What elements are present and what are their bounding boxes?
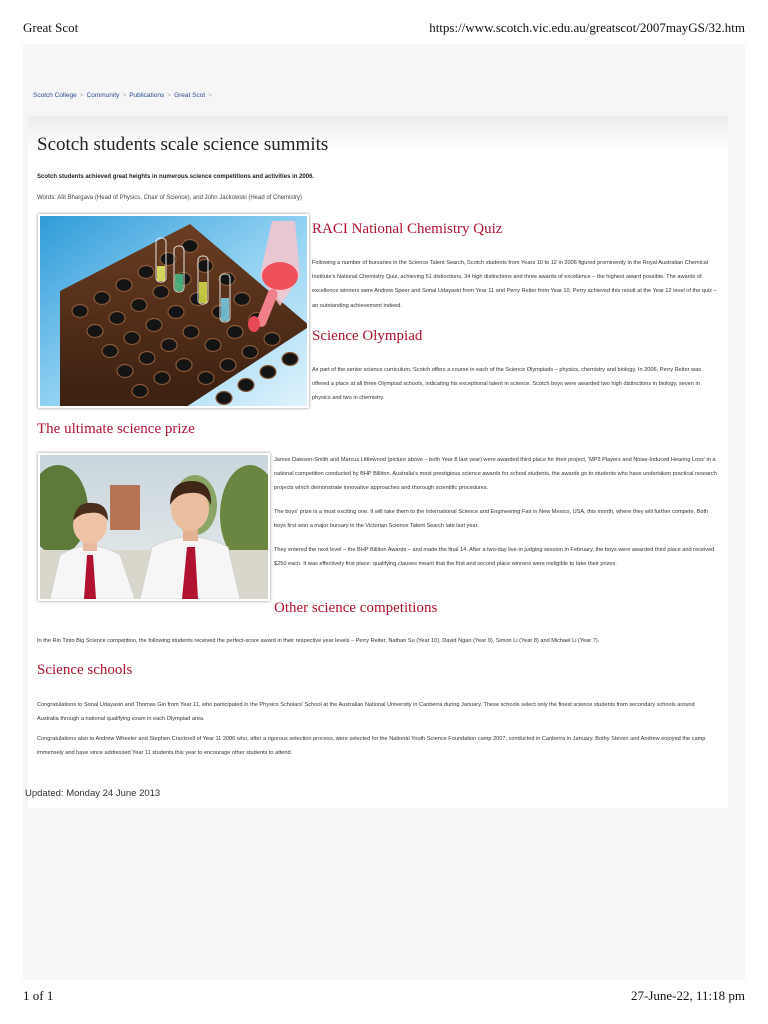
breadcrumb-item-scotch-college[interactable]: Scotch College — [33, 92, 77, 99]
paragraph-chemistry-quiz: Following a number of bursaries in the Science Talent Search, Scotch students from Years 10 to 12 in 2006 figured prominently in the Royal Australian Chemical Institute's National Chemistry Quiz, achieving 51 distinctions, 34 high distinctions and three awards of excellence – the highest award possible. The awards of excellence winners were Andrew Speer and Sonal Udayasiri from Year 11 and Perry Reiter from Year 10. Perry achieved this result at the Year 12 level of the quiz – an outstanding achievement indeed. — [312, 260, 717, 309]
breadcrumb — [33, 92, 215, 99]
paragraph-prize-3: They entered the next level – the BHP Billiton Awards – and made the final 14. After a two-day live-in judging session in February, the boys were awarded third place and received $250 each. It was effectively first place: qualifying clauses meant that the first and second place winners were ineligible to take their prizes. — [274, 547, 715, 568]
heading-science-olympiad: Science Olympiad — [312, 328, 423, 344]
heading-ultimate-science-prize: The ultimate science prize — [37, 421, 195, 437]
article-standfirst: Scotch students achieved great heights in numerous science competitions and activities in 2006. — [37, 174, 315, 180]
heading-science-schools: Science schools — [37, 662, 133, 678]
page-area — [23, 44, 745, 980]
print-timestamp: 27-June-22, 11:18 pm — [631, 988, 745, 1003]
breadcrumb-separator: > — [167, 92, 172, 99]
paragraph-other-competitions: In the Rio Tinto Big Science competition, the following students received the perfect-score award in their respective year levels – Perry Reiter, Nathan Su (Year 10), David Ngan (Year 9), Simon Li (Year 8) and Michael Li (Year 7). — [37, 638, 600, 644]
paragraph-prize-1: James Dawson-Smith and Marcus Littlewood (picture above – both Year 8 last year) were awarded third place for their project, 'MP3 Players and Noise-Induced Hearing Loss' in a national competition conducted by BHP Billiton. Australia's most prestigious science awards for school students, the awards go to students who have undertaken practical research projects which demonstrate innovative approaches and thorough scientific procedures. — [274, 457, 717, 492]
updated-date: Updated: Monday 24 June 2013 — [25, 788, 161, 799]
test-tube-rack-image — [40, 216, 307, 406]
article-title: Scotch students scale science summits — [37, 134, 329, 155]
paragraph-schools-2: Congratulations also to Andrew Wheeler and Stephen Cracknell of Year 11 2006 who, after a rigorous selection process, were selected for the National Youth Science Foundation camp 2007, conducted in Canberra in January. Bothy Steven and Andrew enjoyed the camp immensely and have since addressed Year 11 students this year to encourage other students to attend. — [37, 736, 706, 757]
heading-raci-chemistry-quiz: RACI National Chemistry Quiz — [312, 221, 503, 237]
breadcrumb-item-publications[interactable]: Publications — [129, 92, 165, 99]
breadcrumb-separator: > — [79, 92, 84, 99]
print-header — [0, 0, 768, 36]
print-page-title: Great Scot — [23, 20, 79, 35]
article-byline: Words: Atit Bhargava (Head of Physics, Chair of Science), and John Jackowski (Head of Chemistry) — [37, 195, 302, 201]
heading-other-science-competitions: Other science competitions — [274, 600, 438, 616]
breadcrumb-item-great-scot[interactable]: Great Scot — [174, 92, 206, 99]
breadcrumb-separator: > — [122, 92, 127, 99]
paragraph-prize-2: The boys' prize is a most exciting one. It will take them to the International Science and Engineering Fair in New Mexico, USA, this month, where they will further compete. Both boys first won a major bursary in the Victorian Science Talent Search late last year. — [274, 509, 709, 530]
breadcrumb-separator: > — [208, 92, 212, 99]
paragraph-olympiad: As part of the senior science curriculum, Scotch offers a course in each of the Science Olympiads – physics, chemistry and biology. In 2006, Perry Reiter was offered a place at all three Olympiad schools, indicating his exceptional talent in science. Scotch boys were awarded two high distinctions in biology, seven in physics and two in chemistry. — [312, 367, 702, 402]
article-card — [28, 116, 728, 808]
students-image — [40, 455, 268, 599]
paragraph-schools-1: Congratulations to Sonal Udayasiri and Thomas Gin from Year 11, who participated in the Physics Scholars' School at the Australian National University in Canberra during January. These schools select only the finest science students from secondary schools around Australia through a national qualifying exam in each Olympiad area. — [37, 702, 695, 723]
students-photo — [38, 453, 270, 601]
print-page-number: 1 of 1 — [23, 988, 54, 1003]
breadcrumb-item-community[interactable]: Community — [86, 92, 120, 99]
test-tube-rack-photo — [38, 214, 309, 408]
print-page-url: https://www.scotch.vic.edu.au/greatscot/2007mayGS/32.htm — [429, 20, 745, 35]
